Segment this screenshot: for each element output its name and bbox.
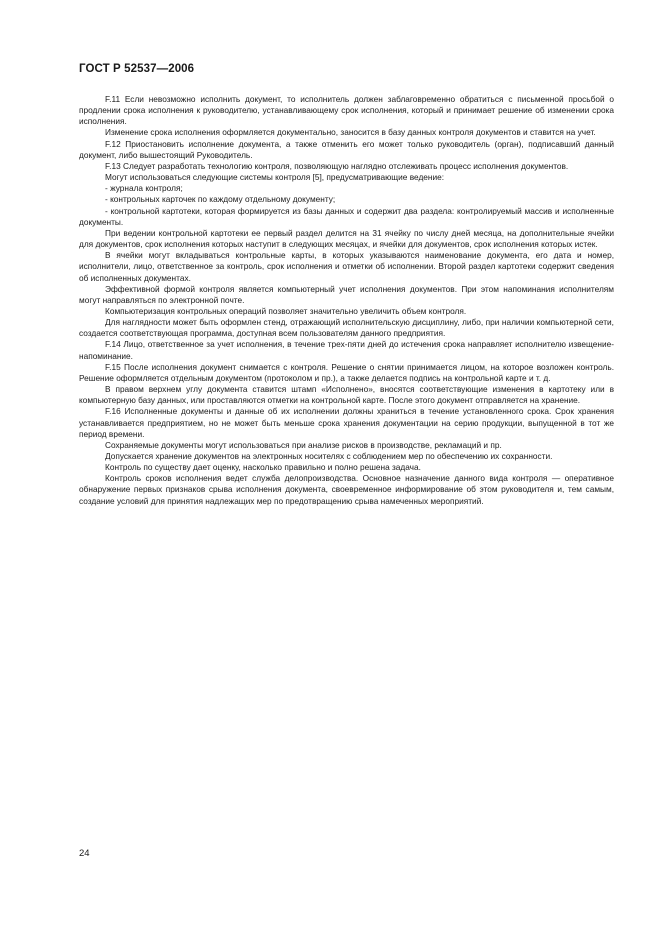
document-body [79,94,614,507]
paragraph: F.12 Приостановить исполнение документа, а также отменить его может только руководитель (орган), подписавший данный документ, либо вышестоящий Руководитель. [79,138,614,160]
paragraph: F.11 Если невозможно исполнить документ, то исполнитель должен заблаговременно обратиться с письменной просьбой о продлении срока исполнения к руководителю, устанавливающему срок исполнения, который и принимает решение об изменении срока исполнения. [79,94,614,127]
document-header: ГОСТ Р 52537—2006 [79,63,195,75]
paragraph: В ячейки могут вкладываться контрольные карты, в которых указываются наименование документа, его дата и номер, исполнители, лицо, ответственное за контроль, срок исполнения и отметки об исполнении. Второй раздел картотеки содержит сведения об исполненных документах. [79,250,614,283]
paragraph: F.14 Лицо, ответственное за учет исполнения, в течение трех-пяти дней до истечения срока направляет исполнителю извещение-напоминание. [79,339,614,361]
paragraph: Могут использоваться следующие системы контроля [5], предусматривающие ведение: [105,172,445,183]
page-number: 24 [79,848,90,859]
paragraph: Контроль сроков исполнения ведет служба делопроизводства. Основное назначение данного вида контроля — оперативное обнаружение первых признаков срыва исполнения документа, своевременное информирование об этом руководителя и, тем самым, создание условий для принятия надлежащих мер по предотвращению срыва намеченных мероприятий. [79,473,614,506]
paragraph: При ведении контрольной картотеки ее первый раздел делится на 31 ячейку по числу дней месяца, на дополнительные ячейки для документов, срок исполнения которых наступит в следующих месяцах, и ячейки для документов, срок исполнения которых истек. [79,227,614,250]
paragraph: В правом верхнем углу документа ставится штамп «Исполнено», вносятся соответствующие изменения в картотеку или в компьютерную базу данных, или проставляются отметки на контрольной карте. После этого документ отправляется на хранение. [79,384,614,406]
list-item: - контрольных карточек по каждому отдельному документу; [105,194,336,205]
paragraph: Сохраняемые документы могут использоваться при анализе рисков в производстве, рекламаций и пр. [105,439,502,450]
paragraph: F.15 После исполнения документ снимается с контроля. Решение о снятии принимается лицом, на которое возложен контроль. Решение оформляется отдельным документом (протоколом и пр.), а также делается подпись на контрольной карте и т. д. [79,361,614,383]
paragraph: Эффективной формой контроля является компьютерный учет исполнения документов. При этом напоминания исполнителям могут направляться по электронной почте. [79,283,614,305]
paragraph: Компьютеризация контрольных операций позволяет значительно увеличить объем контроля. [105,305,467,316]
list-item: - журнала контроля; [105,183,183,194]
paragraph: F.16 Исполненные документы и данные об их исполнении должны храниться в течение установленного срока. Срок хранения устанавливается предприятием, но не может быть меньше срока хранения документации на серию продукции, выпущенной в тот же период времени. [79,406,614,439]
paragraph: F.13 Следует разработать технологию контроля, позволяющую наглядно отслеживать процесс исполнения документов. [105,160,569,171]
paragraph: Контроль по существу дает оценку, насколько правильно и полно решена задача. [105,462,421,473]
list-item: - контрольной картотеки, которая формируется из базы данных и содержит два раздела: контролируемый массив и исполненные документы. [79,205,614,227]
paragraph: Изменение срока исполнения оформляется документально, заносится в базу данных контроля документов и ставится на учет. [105,127,596,138]
paragraph: Для наглядности может быть оформлен стенд, отражающий исполнительскую дисциплину, либо, при наличии компьютерной сети, создается соответствующая программа, доступная всем пользователям данного предприятия. [79,317,614,339]
paragraph: Допускается хранение документов на электронных носителях с соблюдением мер по обеспечению их сохранности. [105,451,553,461]
